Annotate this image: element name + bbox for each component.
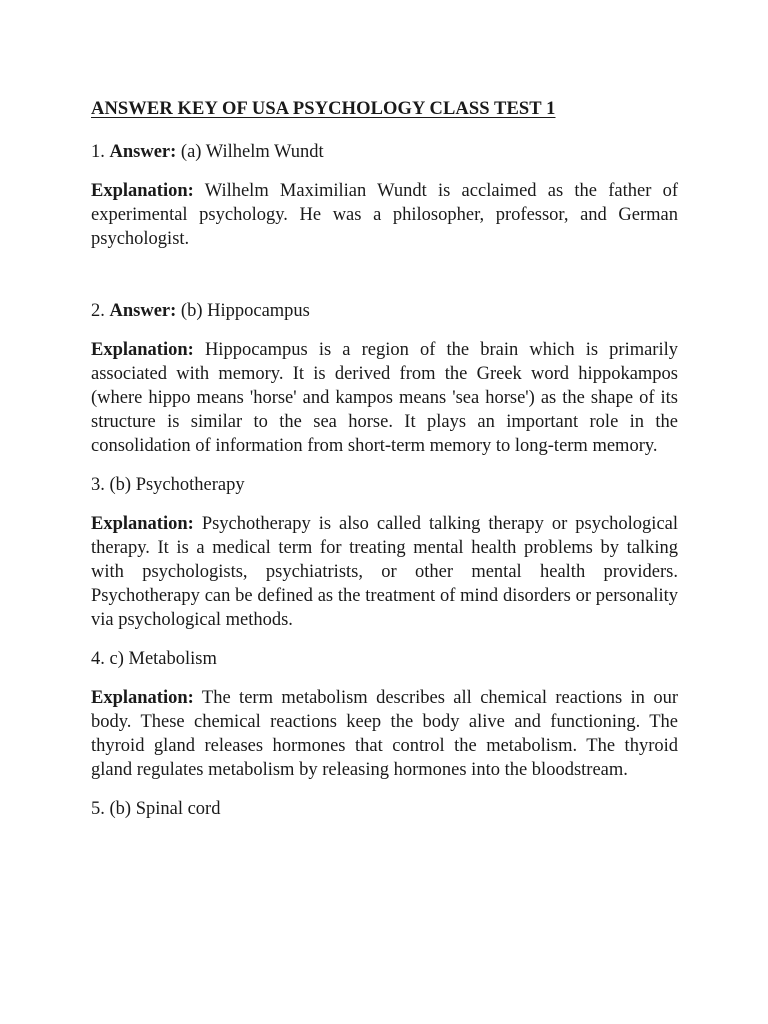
question-number: 5.	[91, 799, 105, 819]
explanation-label: Explanation:	[91, 340, 194, 360]
explanation-1	[91, 179, 678, 251]
answer-line-2	[91, 299, 678, 323]
question-number: 4.	[91, 649, 105, 669]
question-number: 2.	[91, 301, 105, 321]
explanation-2	[91, 338, 678, 458]
answer-line-1	[91, 140, 678, 164]
explanation-4	[91, 686, 678, 782]
question-number: 1.	[91, 142, 105, 162]
answer-label: Answer:	[109, 142, 177, 162]
explanation-text: Hippocampus is a region of the brain which is primarily associated with memory. It is derived from the Greek word hippokampos (where hippo means 'horse' and kampos means 'sea horse') as the shape of its structure is similar to the sea horse. It plays an important role in the consolidation of information from short-term memory to long-term memory.	[91, 340, 678, 456]
answer-text: c) Metabolism	[109, 649, 217, 669]
answer-text: (b) Psychotherapy	[109, 475, 245, 495]
explanation-label: Explanation:	[91, 688, 194, 708]
answer-label: Answer:	[109, 301, 177, 321]
explanation-text: Psychotherapy is also called talking therapy or psychological therapy. It is a medical term for treating mental health problems by talking with psychologists, psychiatrists, or other mental health providers. Psychotherapy can be defined as the treatment of mind disorders or personality via psychological methods.	[91, 514, 679, 630]
spacer	[91, 266, 678, 299]
answer-text: (b) Hippocampus	[180, 301, 310, 321]
explanation-label: Explanation:	[91, 514, 194, 534]
answer-line-4	[91, 647, 678, 671]
answer-text: (b) Spinal cord	[109, 799, 221, 819]
explanation-label: Explanation:	[91, 181, 194, 201]
question-number: 3.	[91, 475, 105, 495]
answer-line-3	[91, 473, 678, 497]
explanation-text: Wilhelm Maximilian Wundt is acclaimed as the father of experimental psychology. He was a philosopher, professor, and German psychologist.	[91, 181, 678, 249]
explanation-3	[91, 512, 678, 632]
explanation-text: The term metabolism describes all chemical reactions in our body. These chemical reactions keep the body alive and functioning. The thyroid gland releases hormones that control the metabolism. The thyroid gland regulates metabolism by releasing hormones into the bloodstream.	[91, 688, 678, 780]
answer-line-5	[91, 797, 678, 821]
page-title: ANSWER KEY OF USA PSYCHOLOGY CLASS TEST 1	[91, 99, 556, 119]
answer-text: (a) Wilhelm Wundt	[180, 142, 324, 162]
